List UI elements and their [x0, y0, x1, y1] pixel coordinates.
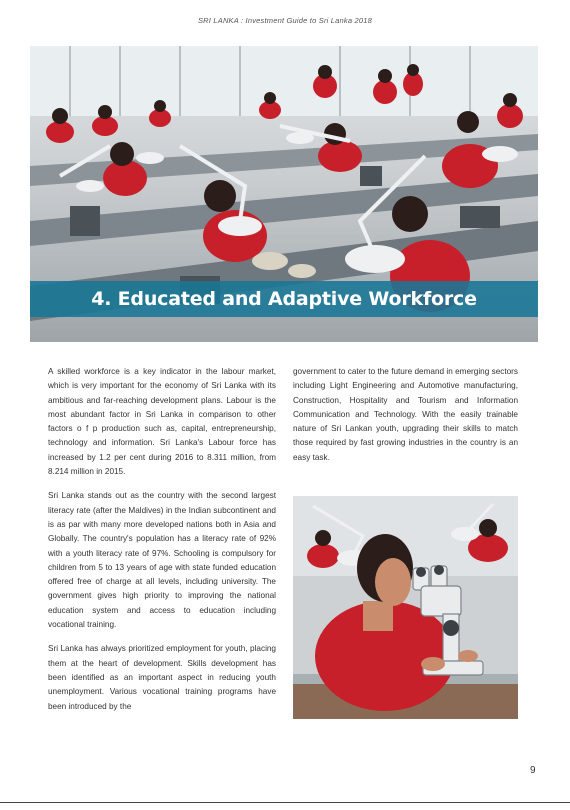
right-column	[293, 365, 518, 475]
section-title: 4. Educated and Adaptive Workforce	[91, 288, 477, 310]
paragraph-literacy: Sri Lanka stands out as the country with the second largest literacy rate (after the Maldives) in the Indian subcontinent and is as par with many more developed nations both in Asia and Globally. The country's population has a literacy rate of 92% with a youth literacy rate of 97%. Schooling is compulsory for children from 5 to 13 years of age with state funded education offered free of charge at all levels, including university. The government gives high priority to improving the national education system and access to education including vocational training.	[48, 491, 276, 630]
section-banner	[30, 281, 538, 317]
trainee-illustration	[293, 496, 518, 719]
left-column	[48, 365, 276, 724]
running-header: SRI LANKA : Investment Guide to Sri Lanka 2018	[197, 16, 372, 25]
hero-photo	[30, 46, 538, 342]
page-number: 9	[530, 765, 536, 776]
paragraph-youth-employment: Sri Lanka has always prioritized employment for youth, placing them at the heart of development. Skills development has been identified as an important aspect in reducing youth unemployment. Various vocational training programs have been introduced by the	[48, 644, 276, 711]
paragraph-labour-force: A skilled workforce is a key indicator in the labour market, which is very important for the economy of Sri Lanka with its ambitious and far-reaching development plans. Labour is the most abundant factor in Sri Lanka in comparison to other factors o f p production such as, capital, entrepreneurship, technology and information. Sri Lanka's Labour force has increased by 1.2 per cent during 2016 to 8.311 million, from 8.214 million in 2015.	[48, 367, 276, 477]
paragraph-vocational-training: government to cater to the future demand in emerging sectors including Light Engineering and Automotive manufacturing, Construction, Hospitality and Tourism and Information Communication and Technology. With the easily trainable nature of Sri Lankan youth, upgrading their skills to match those required by fast growing industries in the country is an easy task.	[293, 367, 518, 462]
trainee-photo	[293, 496, 518, 719]
bottom-rule	[0, 802, 570, 803]
